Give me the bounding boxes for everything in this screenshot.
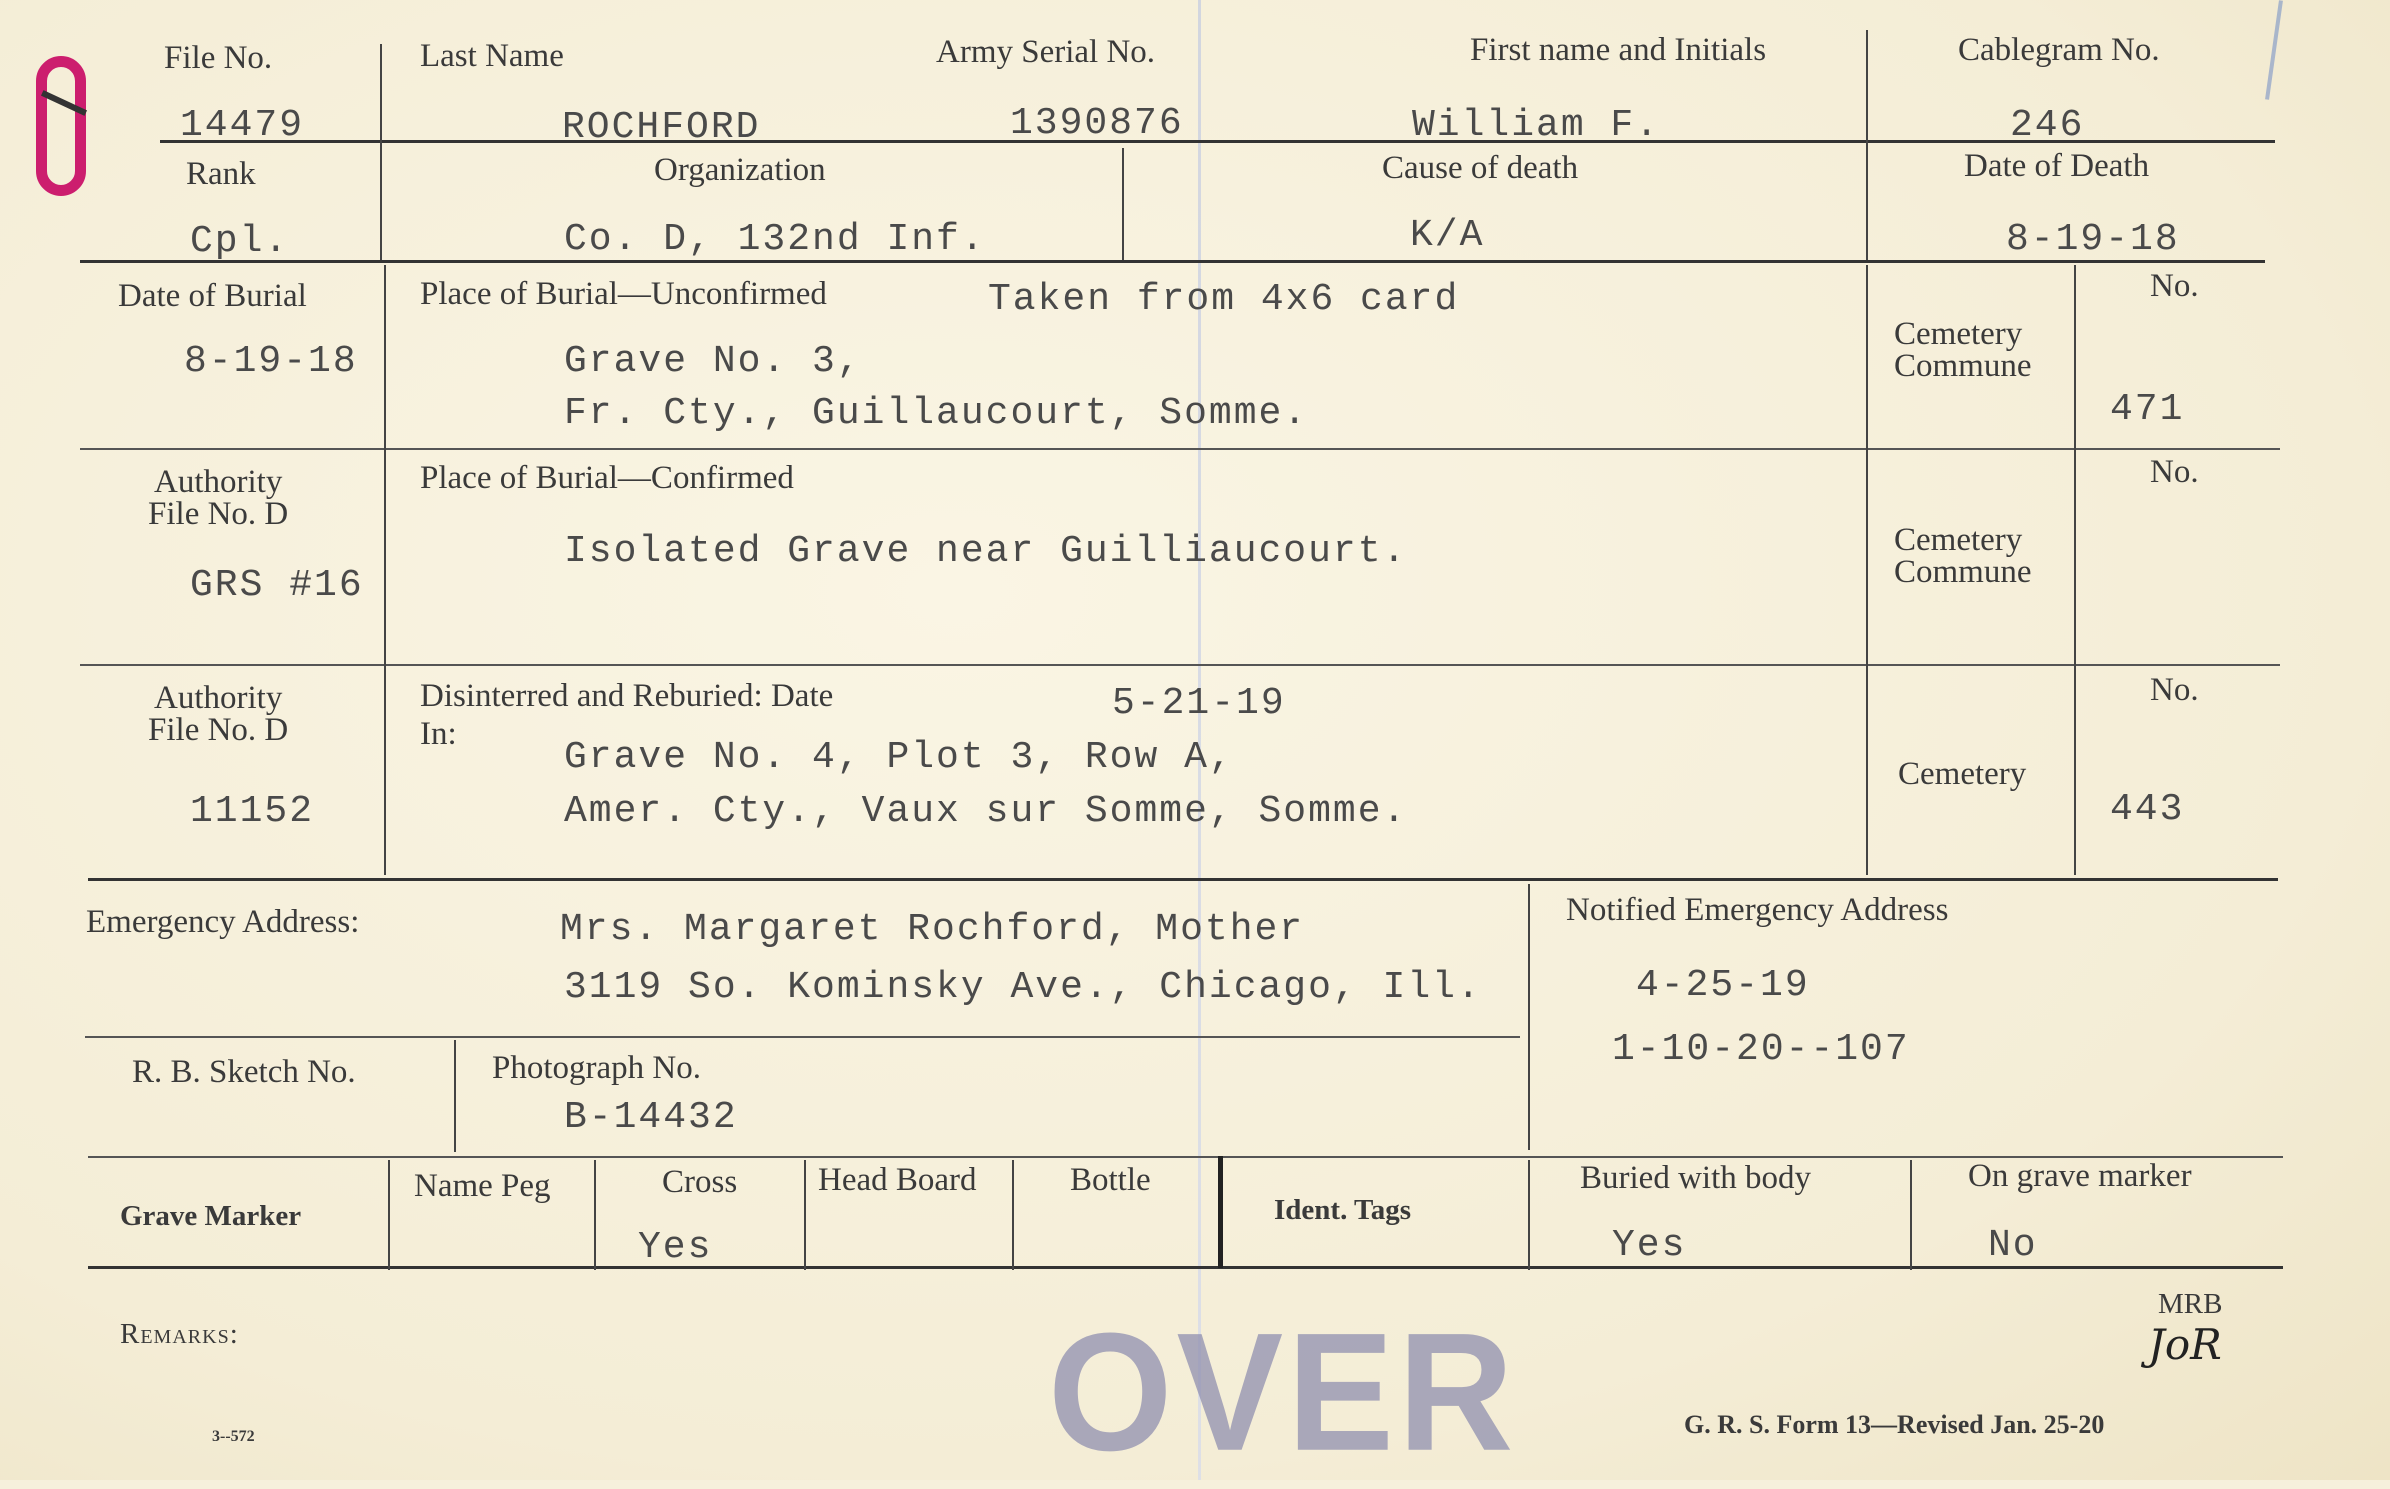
vdiv-b [1866, 30, 1868, 260]
rule-5 [88, 878, 2278, 881]
rank-label: Rank [186, 156, 256, 192]
confirmed-line-1: Isolated Grave near Guilliaucourt. [564, 530, 1408, 573]
emergency-line-1: Mrs. Margaret Rochford, Mother [560, 908, 1305, 951]
reburied-line-1: Grave No. 4, Plot 3, Row A, [564, 736, 1234, 779]
cross-value: Yes [638, 1226, 713, 1269]
unconfirmed-note: Taken from 4x6 card [988, 278, 1460, 321]
head-board-label: Head Board [818, 1162, 977, 1198]
unconfirmed-line-1: Grave No. 3, [564, 340, 862, 383]
on-grave-marker-label: On grave marker [1968, 1158, 2192, 1194]
on-grave-marker-value: No [1988, 1224, 2038, 1267]
last-name-label: Last Name [420, 38, 564, 74]
ident-tags-label: Ident. Tags [1274, 1194, 1412, 1226]
reburied-date: 5-21-19 [1112, 682, 1286, 725]
first-name-value: William F. [1412, 104, 1661, 147]
reburied-label: Disinterred and Reburied: Date [420, 678, 834, 714]
reburied-authority-value: 11152 [190, 790, 315, 833]
emergency-label: Emergency Address: [86, 904, 360, 940]
cause-label: Cause of death [1382, 150, 1579, 186]
confirmed-authority-value: GRS #16 [190, 564, 364, 607]
emergency-line-2: 3119 So. Kominsky Ave., Chicago, Ill. [564, 966, 1482, 1009]
date-death-label: Date of Death [1964, 148, 2150, 184]
confirmed-no-label: No. [2150, 454, 2199, 490]
cablegram-value: 246 [2010, 104, 2085, 147]
vdiv-k [804, 1160, 806, 1270]
rule-3 [80, 448, 2280, 450]
org-label: Organization [654, 152, 826, 188]
vdiv-c [1122, 148, 1124, 260]
rb-sketch-label: R. B. Sketch No. [132, 1054, 356, 1090]
rule-4 [80, 664, 2280, 666]
cablegram-label: Cablegram No. [1958, 32, 2160, 68]
place-unconfirmed-label: Place of Burial—Unconfirmed [420, 276, 827, 312]
vdiv-g [1528, 884, 1530, 1150]
buried-with-body-value: Yes [1612, 1224, 1687, 1267]
date-burial-value: 8-19-18 [184, 340, 358, 383]
confirmed-commune-label: Commune [1894, 554, 2032, 590]
form-label: G. R. S. Form 13—Revised Jan. 25-20 [1684, 1410, 2105, 1439]
file-no-value: 14479 [180, 104, 305, 147]
unconfirmed-no-label: No. [2150, 268, 2199, 304]
vdiv-i [388, 1160, 390, 1270]
bottle-label: Bottle [1070, 1162, 1151, 1198]
reburied-in-label: In: [420, 716, 457, 752]
serial-label: Army Serial No. [936, 34, 1156, 70]
remarks-label: Remarks: [120, 1318, 239, 1350]
confirmed-authority-label: Authority [154, 464, 283, 500]
first-name-label: First name and Initials [1470, 32, 1767, 68]
rule-7 [88, 1156, 2283, 1158]
confirmed-file-label: File No. D [148, 496, 289, 532]
signature: JoR [2148, 1320, 2222, 1369]
name-peg-label: Name Peg [414, 1168, 551, 1204]
initials: MRB [2158, 1288, 2223, 1320]
vdiv-l [1012, 1160, 1014, 1270]
date-burial-label: Date of Burial [118, 278, 307, 314]
vdiv-e [1866, 265, 1868, 875]
reburied-cemetery-label: Cemetery [1898, 756, 2027, 792]
pencil-mark [2265, 0, 2283, 100]
reburied-no-label: No. [2150, 672, 2199, 708]
reburied-no-value: 443 [2110, 788, 2185, 831]
rule-6 [85, 1036, 1520, 1038]
notified-date-1: 4-25-19 [1636, 964, 1810, 1007]
vdiv-a [380, 44, 382, 260]
reburied-authority-label: Authority [154, 680, 283, 716]
cause-value: K/A [1410, 214, 1485, 257]
rule-1 [160, 140, 2275, 143]
reburied-line-2: Amer. Cty., Vaux sur Somme, Somme. [564, 790, 1408, 833]
notified-date-2: 1-10-20--107 [1612, 1028, 1910, 1071]
file-no-label: File No. [164, 40, 273, 76]
buried-with-body-label: Buried with body [1580, 1160, 1811, 1196]
rank-value: Cpl. [190, 220, 290, 263]
vdiv-o [1910, 1160, 1912, 1270]
place-confirmed-label: Place of Burial—Confirmed [420, 460, 794, 496]
rule-8 [88, 1266, 2283, 1269]
rule-2 [80, 260, 2265, 263]
vdiv-f [2074, 265, 2076, 875]
unconfirmed-cemetery-label: Cemetery [1894, 316, 2023, 352]
reburied-file-label: File No. D [148, 712, 289, 748]
vdiv-j [594, 1160, 596, 1270]
cross-label: Cross [662, 1164, 738, 1200]
vdiv-d [384, 265, 386, 875]
photo-value: B-14432 [564, 1096, 738, 1139]
vdiv-h [454, 1040, 456, 1152]
org-value: Co. D, 132nd Inf. [564, 218, 986, 261]
notified-label: Notified Emergency Address [1566, 892, 1949, 928]
serial-value: 1390876 [1010, 102, 1184, 145]
vdiv-n [1528, 1160, 1530, 1270]
form-code: 3--572 [212, 1428, 255, 1445]
unconfirmed-line-2: Fr. Cty., Guillaucourt, Somme. [564, 392, 1309, 435]
grave-marker-label: Grave Marker [120, 1200, 302, 1232]
date-death-value: 8-19-18 [2006, 218, 2180, 261]
vdiv-m [1218, 1156, 1223, 1268]
unconfirmed-no-value: 471 [2110, 388, 2185, 431]
last-name-value: ROCHFORD [562, 106, 761, 149]
confirmed-cemetery-label: Cemetery [1894, 522, 2023, 558]
red-tab-marker [36, 56, 86, 196]
unconfirmed-commune-label: Commune [1894, 348, 2032, 384]
photo-label: Photograph No. [492, 1050, 701, 1086]
over-stamp: OVER [1048, 1297, 1518, 1486]
